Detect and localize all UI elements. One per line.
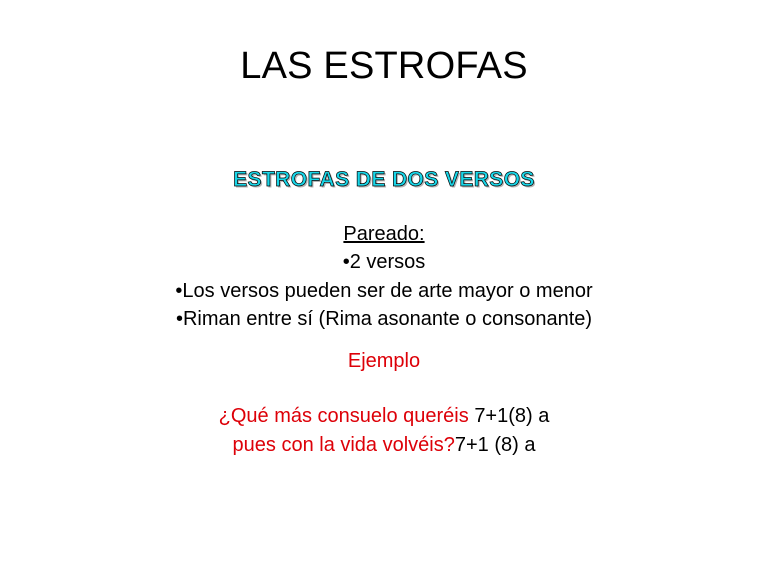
pareado-lead-label: Pareado:	[343, 223, 425, 245]
slide-subtitle: ESTROFAS DE DOS VERSOS	[233, 168, 535, 191]
verse-line	[0, 431, 768, 460]
list-item: •Riman entre sí (Rima asonante o consonante)	[175, 308, 593, 331]
verse-text: pues con la vida volvéis?	[232, 434, 455, 456]
slide-body	[0, 220, 768, 334]
verse-meter: 7+1 (8) a	[454, 434, 536, 456]
example-label: Ejemplo	[347, 350, 421, 372]
list-item: •2 versos	[342, 251, 426, 274]
list-item: •Los versos pueden ser de arte mayor o menor	[175, 279, 593, 302]
verse-meter: 7+1(8) a	[474, 405, 550, 427]
verse-text: ¿Qué más consuelo queréis	[218, 405, 475, 427]
page-title: LAS ESTROFAS	[240, 45, 528, 87]
example-verses	[0, 402, 768, 460]
verse-line	[0, 402, 768, 431]
